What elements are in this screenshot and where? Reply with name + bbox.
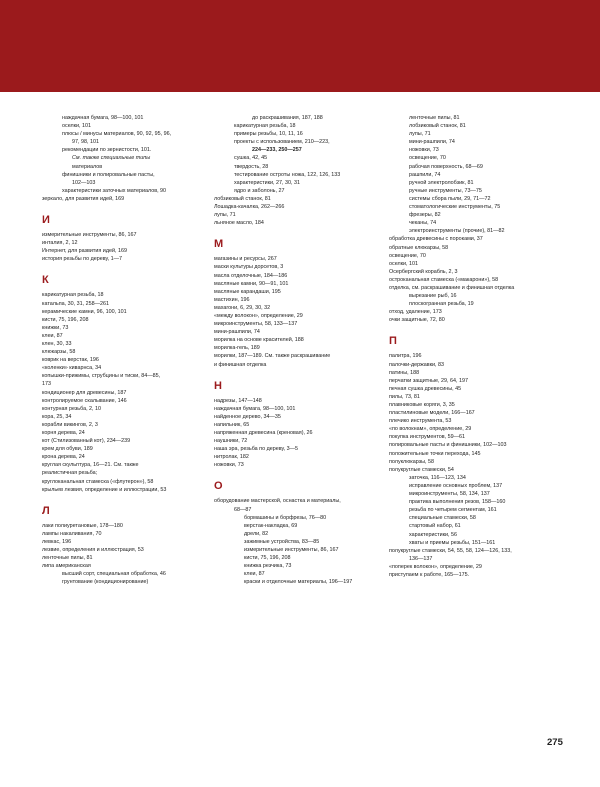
index-entry: клен, 30, 33 <box>42 340 72 347</box>
index-entry: ножовки, 73 <box>409 147 439 154</box>
index-entry: ленточные пилы, 81 <box>42 555 93 562</box>
index-entry: кисти, 75, 196, 208 <box>42 316 89 323</box>
index-entry: 136—137 <box>409 555 433 562</box>
index-entry: грунтование (кондиционирование) <box>62 579 149 586</box>
index-entry: обратные клюкарзы, 58 <box>389 244 449 251</box>
index-entry: махагони, 6, 29, 30, 32 <box>214 304 271 311</box>
index-entry: лобзиковый станок, 81 <box>214 195 271 202</box>
index-entry: ядро и заболонь, 27 <box>234 187 285 194</box>
index-letter-heading: О <box>214 480 223 493</box>
index-entry: морилка на основе красителей, 188 <box>214 337 304 344</box>
index-entry: сушка, 42, 45 <box>234 155 268 162</box>
index-entry: 224—233, 250—257 <box>252 147 302 154</box>
index-entry: высший сорт, специальная обработка, 46 <box>62 571 166 578</box>
index-entry: Лошадка-качалка, 262—266 <box>214 204 285 211</box>
index-entry: корабли викингов, 2, 3 <box>42 421 98 428</box>
index-entry: керамические камни, 96, 100, 101 <box>42 308 127 315</box>
index-entry: наша эра, резьба по дереву, 3—5 <box>214 446 298 453</box>
index-entry: печная сушка древесины, 45 <box>389 385 462 392</box>
index-entry: лупы, 71 <box>409 131 431 138</box>
index-entry: наушники, 72 <box>214 438 248 445</box>
index-entry: Интернет, для развития идей, 169 <box>42 248 127 255</box>
index-entry: освещение, 70 <box>389 252 426 259</box>
index-entry: рабочая поверхность, 68—69 <box>409 163 483 170</box>
index-entry: лампы накаливания, 70 <box>42 530 102 537</box>
index-entry: липа американская <box>42 563 91 570</box>
index-entry: магазины и ресурсы, 267 <box>214 256 277 263</box>
index-entry: фрезеры, 82 <box>409 212 441 219</box>
index-entry: крона дерева, 24 <box>42 454 85 461</box>
index-entry: катальпа, 30, 31, 258—261 <box>42 300 109 307</box>
index-entry: карикатурная резьба, 18 <box>42 292 104 299</box>
index-entry: лупы, 71 <box>214 212 236 219</box>
index-entry: характеристики заточных материалов, 90 <box>62 187 167 194</box>
index-entry: лезвие, определения и иллюстрация, 53 <box>42 547 144 554</box>
index-letter-heading: Н <box>214 379 222 392</box>
index-entry: 102—103 <box>72 179 96 186</box>
header-band <box>0 0 600 92</box>
index-entry: 68—87 <box>234 506 252 513</box>
index-entry: копышки-прижимы, струбцины и тиски, 84—85, <box>42 373 161 380</box>
index-entry: микроинструменты, 58, 134, 137 <box>409 491 490 498</box>
index-entry: ножовки, 73 <box>214 462 244 469</box>
index-entry: напильник, 65 <box>214 421 250 428</box>
index-entry: специальные стамески, 58 <box>409 515 476 522</box>
index-entry: оселки, 101 <box>62 123 92 130</box>
index-entry: наждачная бумага, 98—100, 101 <box>214 405 296 412</box>
index-entry: зажимные устройства, 83—85 <box>244 538 320 545</box>
index-entry: плавниковые коряги, 3, 35 <box>389 402 455 408</box>
index-entry: Осербергский корабль, 2, 3 <box>389 268 458 275</box>
index-entry: патины, 188 <box>389 369 420 376</box>
index-entry: полировальные пасты и финишники, 102—103 <box>389 442 507 449</box>
index-entry: морилки, 187—189. См. также раскрашивание <box>214 353 331 360</box>
index-entry: электроинструменты (прочие), 81—82 <box>409 228 505 235</box>
index-entry: полуклюкарзы, 58 <box>389 458 434 465</box>
index-entry: клюкарзы, 58 <box>42 349 76 356</box>
index-entry: масляные карандаши, 195 <box>214 288 281 295</box>
index-entry: книжки, 73 <box>42 324 69 331</box>
index-entry: инталия, 2, 12 <box>42 240 78 247</box>
index-entry: ручные инструменты, 73—75 <box>409 187 482 194</box>
index-entry: лаки полиуретановые, 178—180 <box>42 522 123 529</box>
index-entry: контурная резьба, 2, 10 <box>42 405 102 412</box>
index-entry: клеи, 87 <box>42 332 63 339</box>
index-entry: вырезание рыб, 16 <box>409 293 457 300</box>
index-entry: характеристики, 27, 30, 31 <box>234 179 300 186</box>
index-entry: оборудование мастерской, оснастка и материалы, <box>214 498 341 505</box>
index-entry: заточка, 116—123, 134 <box>409 474 466 481</box>
index-letter-heading: И <box>42 214 50 227</box>
index-entry: полукруглые стамески, 54, 55, 58, 124—126, 133, <box>389 547 512 554</box>
index-entry: пластилиновые модели, 166—167 <box>389 410 475 417</box>
index-entry: нитролак, 182 <box>214 454 249 461</box>
index-entry: примеры резьбы, 10, 11, 16 <box>234 131 303 138</box>
index-entry: надрезы, 147—148 <box>214 397 262 404</box>
index-entry: освещение, 70 <box>409 155 446 162</box>
index-entry: исправление основных проблем, 137 <box>409 482 503 489</box>
index-entry: кот (Стилизованный кот), 234—239 <box>42 438 131 445</box>
index-entry: покупка инструментов, 59—61 <box>389 434 465 441</box>
index-entry: и финишная отделка <box>214 361 267 368</box>
index-entry: проекты с использованием, 210—223, <box>234 139 330 146</box>
index-entry: круглая скульптура, 16—21. См. также <box>42 462 139 469</box>
index-entry: твердость, 28 <box>234 163 269 170</box>
index-entry: карикатурная резьба, 18 <box>234 123 296 130</box>
index-entry: бормашины и борфрезы, 76—80 <box>244 514 327 521</box>
index-entry: напряженная древесина (креновая), 26 <box>214 430 313 436</box>
index-entry: «коленки» киварнса, 34 <box>42 365 102 372</box>
index-entry: книжка резчика, 73 <box>244 563 292 570</box>
index-entry: измерительные инструменты, 86, 167 <box>244 547 339 554</box>
index-entry: коврик на верстак, 196 <box>42 357 99 364</box>
index-entry: кора, 25, 34 <box>42 413 72 420</box>
index-column-3 <box>389 114 574 579</box>
index-entry: маски культуры дорсетов, 3 <box>214 264 284 271</box>
page-number: 275 <box>547 737 563 748</box>
index-entry: «по волокнам», определение, 29 <box>389 426 472 433</box>
index-entry: крыльев лезвия, определение и иллюстрации, 53 <box>42 486 167 493</box>
index-entry: ручной электролобзик, 81 <box>409 179 474 186</box>
index-entry: масла отделочные, 184—186 <box>214 272 288 279</box>
index-entry: положительные точки перехода, 145 <box>389 450 481 457</box>
index-entry: рашпили, 74 <box>409 171 441 178</box>
index-entry: мини-рашпили, 74 <box>409 139 455 146</box>
index-letter-heading: К <box>42 274 49 287</box>
index-entry: лобзиковый станок, 81 <box>409 123 466 130</box>
index-column-1 <box>42 114 214 587</box>
index-entry: «между волокон», определение, 29 <box>214 312 303 319</box>
index-entry: рекомендации по зернистости, 101. <box>62 147 152 154</box>
index-entry: пилы, 73, 81 <box>389 393 420 400</box>
index-entry: См. также специальные типы <box>72 155 151 162</box>
index-entry: льняное масло, 184 <box>214 220 264 227</box>
index-entry: клеи, 87 <box>244 571 265 578</box>
index-entry: масляные камни, 90—91, 101 <box>214 280 289 287</box>
index-entry: корня дерева, 24 <box>42 430 85 436</box>
index-entry: приступаем к работе, 165—175. <box>389 571 470 578</box>
index-entry: хваты и приемы резьбы, 151—161 <box>409 539 496 546</box>
index-entry: наждачная бумага, 98—100, 101 <box>62 115 144 121</box>
index-entry: до раскрашивания, 187, 188 <box>252 115 323 121</box>
index-entry: обработка древесины с пороками, 37 <box>389 236 483 243</box>
index-entry: отход, удаление, 173 <box>389 309 442 316</box>
index-entry: краски и отделочные материалы, 196—197 <box>244 579 353 586</box>
index-entry: характеристики, 56 <box>409 531 457 538</box>
index-entry: плюсы / минусы материалов, 90, 92, 95, 96, <box>62 131 172 138</box>
index-entry: резьба по четырем сегментам, 161 <box>409 507 497 514</box>
index-entry: 173 <box>42 381 51 388</box>
index-entry: финишники и полировальные пасты, <box>62 171 155 178</box>
index-entry: мини-рашпили, 74 <box>214 329 260 336</box>
index-entry: кисти, 75, 196, 208 <box>244 555 291 562</box>
index-entry: кондиционер для древесины, 187 <box>42 389 127 396</box>
index-letter-heading: Л <box>42 504 50 517</box>
index-entry: морилка-гель, 189 <box>214 345 260 352</box>
index-entry: полукруглые стамески, 54 <box>389 466 454 473</box>
index-entry: очки защитные, 72, 80 <box>389 317 445 324</box>
index-entry: стартовый набор, 61 <box>409 523 461 530</box>
index-entry: «поперек волокон», определение, 29 <box>389 563 482 570</box>
index-entry: история резьбы по дереву, 1—7 <box>42 256 122 263</box>
index-entry: материалов <box>72 163 103 170</box>
index-entry: чеканы, 74 <box>409 220 437 227</box>
index-entry: верстак-накладка, 69 <box>244 522 298 529</box>
index-entry: крем для обуви, 189 <box>42 446 93 453</box>
index-letter-heading: П <box>389 335 397 348</box>
index-column-2 <box>214 114 386 587</box>
index-entry: палочки-державки, 83 <box>389 361 444 368</box>
index-entry: круглоканальная стамеска («флутерон»), 58 <box>42 478 154 485</box>
index-entry: плечико инструмента, 53 <box>389 418 452 425</box>
index-entry: найденное дерево, 34—35 <box>214 413 281 420</box>
index-entry: стоматологические инструменты, 75 <box>409 204 501 211</box>
index-entry: палитра, 196 <box>389 353 422 360</box>
index-entry: контролируемое скалывание, 146 <box>42 397 127 404</box>
index-entry: системы сбора пыли, 29, 71—72 <box>409 195 491 202</box>
index-entry: плоскогранная резьба, 19 <box>409 301 474 308</box>
index-entry: реалистичная резьба; <box>42 470 98 477</box>
index-letter-heading: М <box>214 238 224 251</box>
index-entry: зеркало, для развития идей, 169 <box>42 195 125 202</box>
index-entry: дрели, 82 <box>244 530 269 537</box>
index-entry: перчатки защитные, 29, 64, 197 <box>389 377 469 384</box>
index-entry: ленточные пилы, 81 <box>409 115 460 121</box>
index-entry: остроканальная стамеска («макарони»), 58 <box>389 276 499 283</box>
index-entry: 97, 98, 101 <box>72 139 99 146</box>
index-entry: отделка, см. раскрашивание и финишная отделка <box>389 284 515 291</box>
index-entry: практика выполнения резов, 158—160 <box>409 499 506 506</box>
index-entry: левкас, 196 <box>42 538 72 545</box>
index-entry: мастихин, 196 <box>214 296 250 303</box>
index-entry: измерительные инструменты, 86, 167 <box>42 232 137 239</box>
index-entry: оселки, 101 <box>389 260 419 267</box>
index-entry: тестирование остроты ножа, 122, 126, 133 <box>234 171 341 178</box>
index-entry: микроинструменты, 58, 133—137 <box>214 321 298 328</box>
